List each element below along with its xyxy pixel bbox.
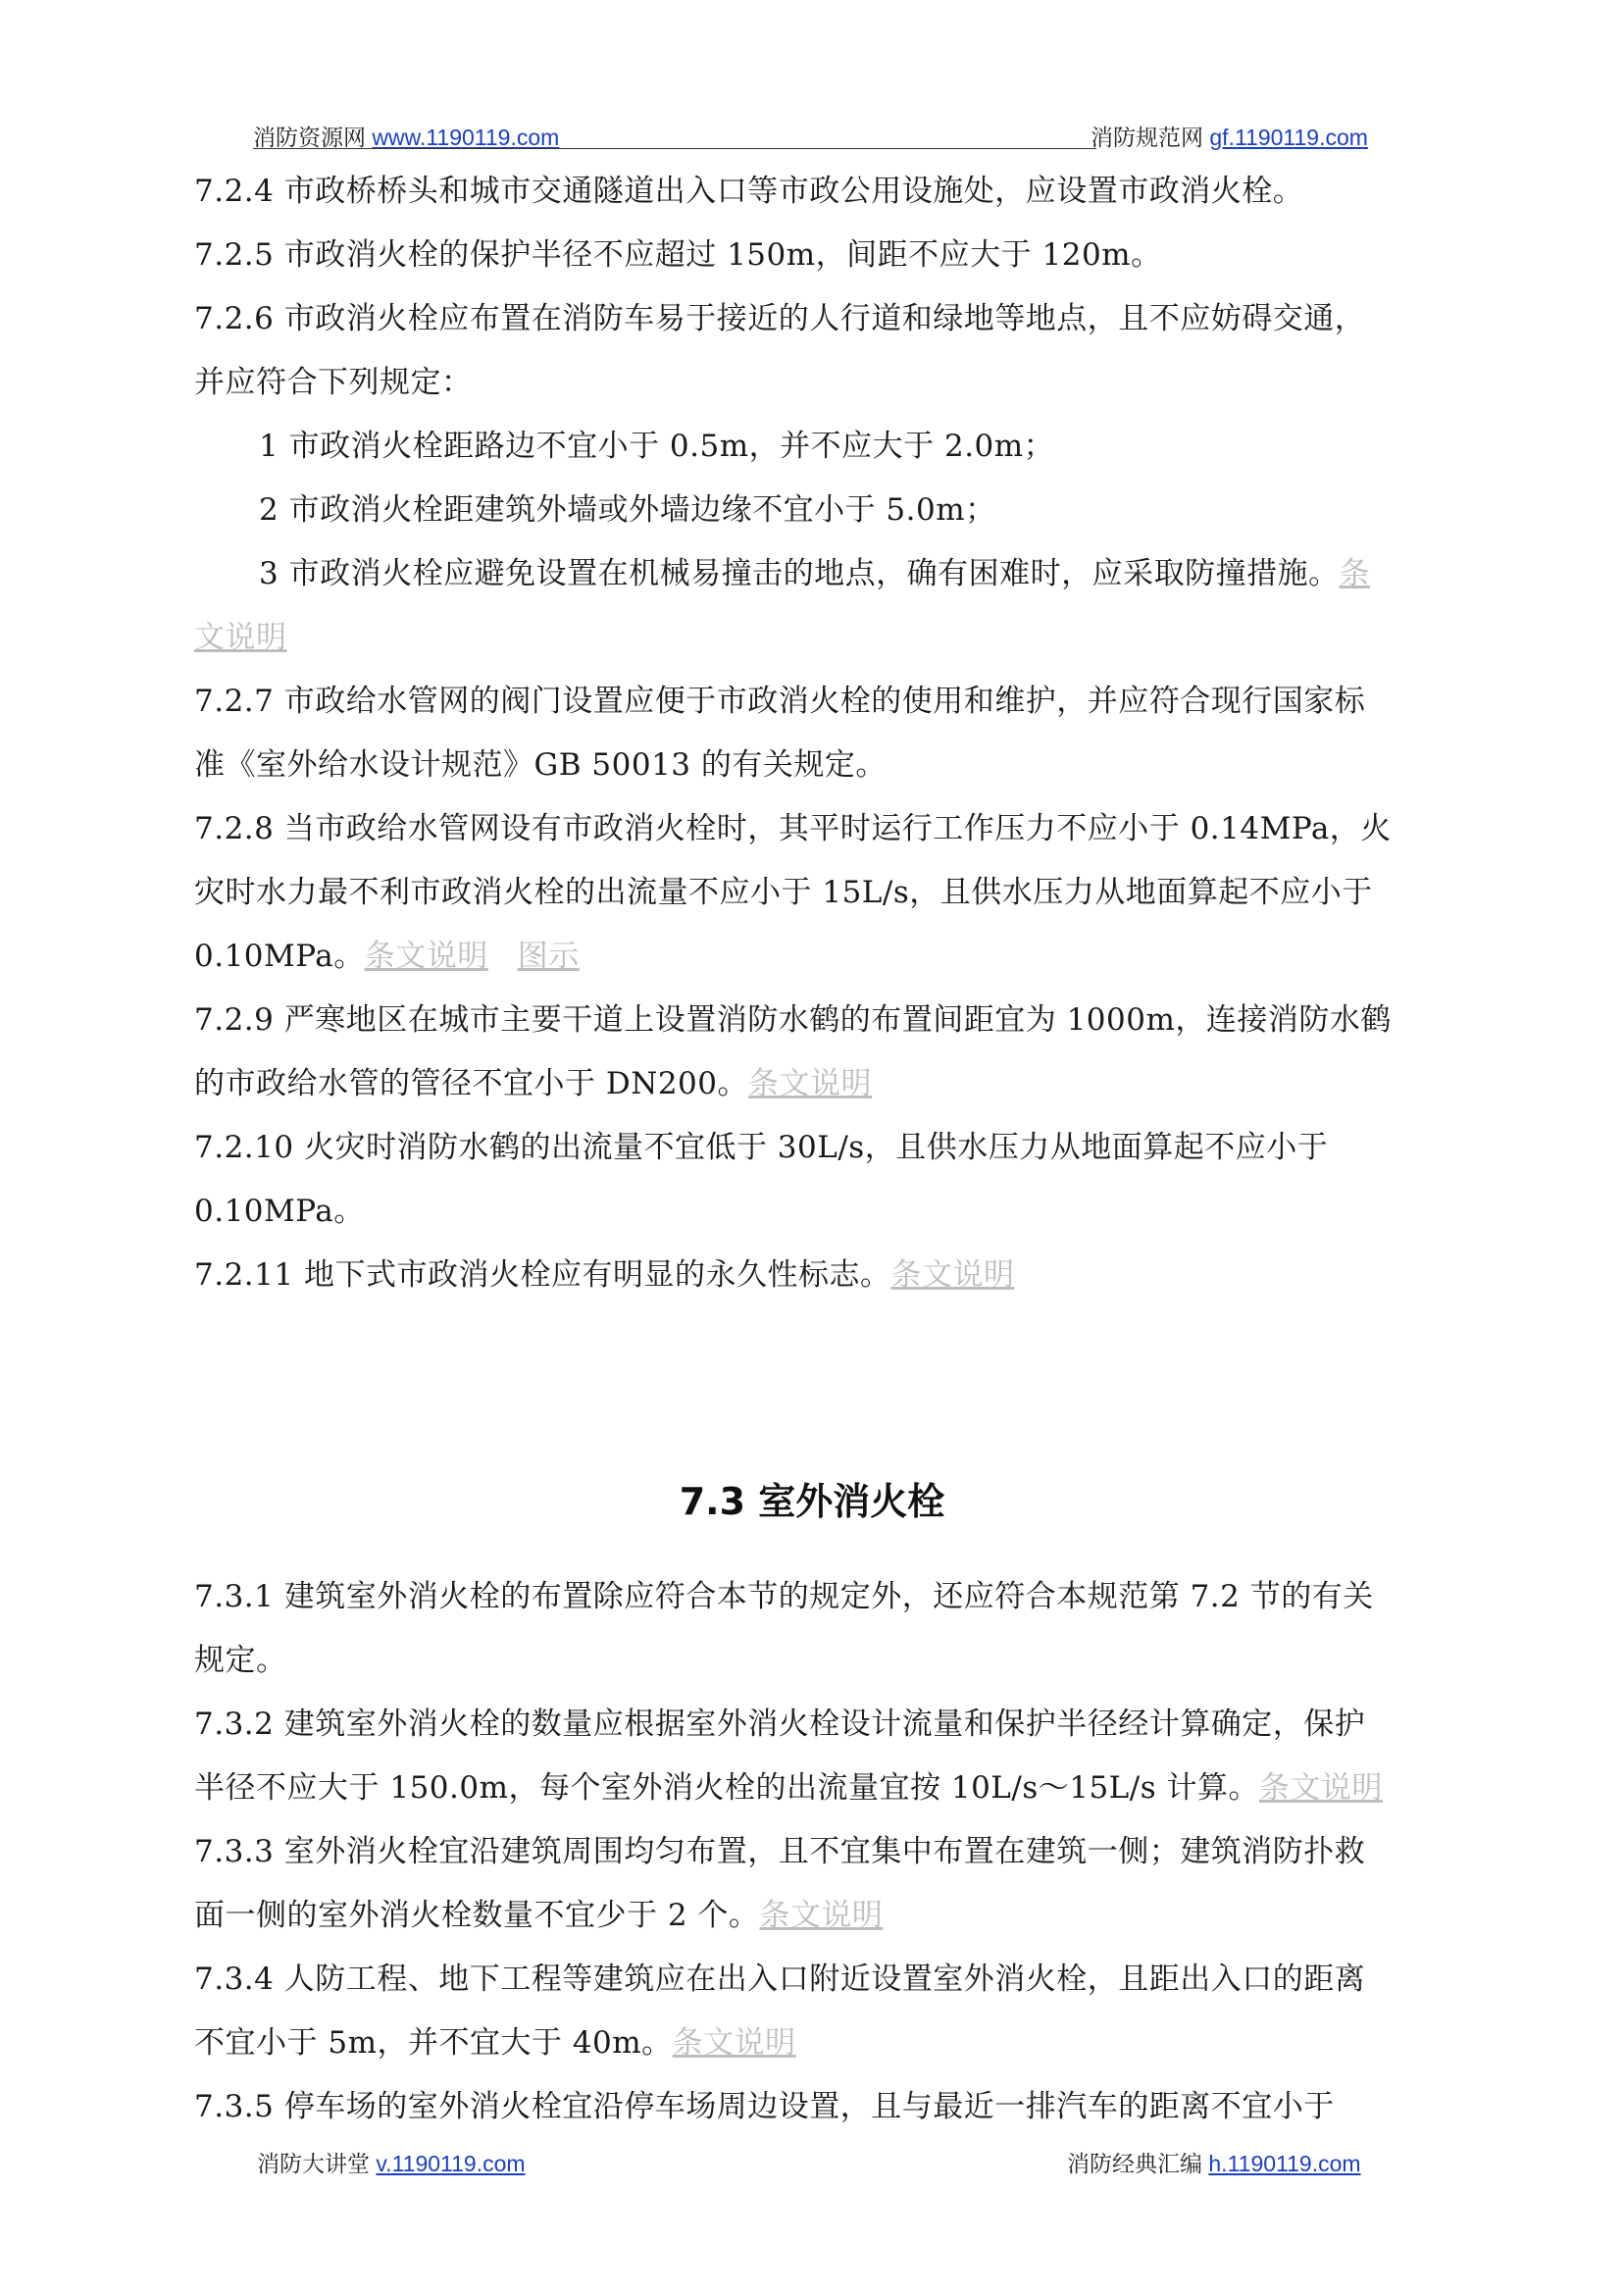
header-right-link[interactable]: gf.1190119.com <box>1209 125 1368 150</box>
clause-7-3-1-line1: 7.3.1 建筑室外消火栓的布置除应符合本节的规定外，还应符合本规范第 7.2 节的有关 <box>194 1579 1374 1614</box>
clause-7-2-6-explanation-line <box>194 606 1449 670</box>
clause-7-3-5-line1: 7.3.5 停车场的室外消火栓宜沿停车场周边设置，且与最近一排汽车的距离不宜小于 <box>194 2089 1335 2124</box>
footer-right-link[interactable]: h.1190119.com <box>1208 2151 1361 2176</box>
footer-left-label: 消防大讲堂 <box>257 2151 370 2176</box>
clause-7-2-8-line3-text: 0.10MPa。 <box>194 939 365 974</box>
clause-7-3-3-line1: 7.3.3 室外消火栓宜沿建筑周围均匀布置，且不宜集中布置在建筑一侧；建筑消防扑救 <box>194 1834 1366 1869</box>
clause-7-2-7-line2: 准《室外给水设计规范》GB 50013 的有关规定。 <box>194 747 887 783</box>
footer-left <box>257 2146 526 2178</box>
clause-7-2-9-line1: 7.2.9 严寒地区在城市主要干道上设置消防水鹤的布置间距宜为 1000m，连接消防水鹤 <box>194 1002 1392 1038</box>
clause-7-3-4-line1: 7.3.4 人防工程、地下工程等建筑应在出入口附近设置室外消火栓，且距出入口的距离 <box>194 1962 1366 1997</box>
header-left-label: 消防资源网 <box>253 125 366 150</box>
clause-7-2-6-item3 <box>194 542 1449 606</box>
clause-7-2-10-line2: 0.10MPa。 <box>194 1194 365 1229</box>
header-divider <box>253 148 1096 149</box>
clause-7-2-11 <box>194 1244 1449 1307</box>
clause-7-3-2-line2 <box>194 1757 1449 1820</box>
clause-7-2-6-item3-text: 3 市政消火栓应避免设置在机械易撞击的地点，确有困难时，应采取防撞措施。 <box>259 556 1340 591</box>
footer-right <box>1067 2146 1361 2178</box>
clause-7-2-4: 7.2.4 市政桥桥头和城市交通隧道出入口等市政公用设施处，应设置市政消火栓。 <box>194 174 1304 209</box>
clause-7-3-2-explanation-link[interactable]: 条文说明 <box>1258 1770 1383 1806</box>
footer-right-label: 消防经典汇编 <box>1067 2151 1202 2176</box>
section-7-3-title: 7.3 室外消火栓 <box>679 1480 945 1523</box>
clause-7-2-6-explanation-link-start[interactable]: 条 <box>1339 556 1371 591</box>
clause-7-3-2-line1: 7.3.2 建筑室外消火栓的数量应根据室外消火栓设计流量和保护半径经计算确定，保护 <box>194 1707 1366 1742</box>
header-right <box>1091 120 1368 152</box>
clause-7-2-8-figure-link[interactable]: 图示 <box>517 939 580 974</box>
clause-7-2-6-line1: 7.2.6 市政消火栓应布置在消防车易于接近的人行道和绿地等地点，且不应妨碍交通， <box>194 301 1366 336</box>
clause-7-2-9-line2-text: 的市政给水管的管径不宜小于 DN200。 <box>194 1066 749 1101</box>
clause-7-2-6-item1: 1 市政消火栓距路边不宜小于 0.5m，并不应大于 2.0m； <box>259 429 1055 464</box>
clause-7-3-3-line2-text: 面一侧的室外消火栓数量不宜少于 2 个。 <box>194 1898 760 1933</box>
clause-7-2-9-line2 <box>194 1052 1449 1116</box>
section-7-2-body <box>194 160 1449 1307</box>
clause-7-2-6-explanation-link[interactable]: 文说明 <box>194 620 287 655</box>
clause-7-2-6-line2: 并应符合下列规定： <box>194 365 473 400</box>
clause-7-2-10-line1: 7.2.10 火灾时消防水鹤的出流量不宜低于 30L/s，且供水压力从地面算起不应小于 <box>194 1130 1329 1165</box>
clause-7-3-3-line2 <box>194 1884 1449 1948</box>
clause-7-2-9-explanation-link[interactable]: 条文说明 <box>748 1066 873 1101</box>
clause-7-2-5: 7.2.5 市政消火栓的保护半径不应超过 150m，间距不应大于 120m。 <box>194 237 1162 273</box>
clause-7-2-8-line3 <box>194 925 1449 989</box>
clause-7-2-7-line1: 7.2.7 市政给水管网的阀门设置应便于市政消火栓的使用和维护，并应符合现行国家标 <box>194 684 1366 719</box>
clause-7-2-8-line1: 7.2.8 当市政给水管网设有市政消火栓时，其平时运行工作压力不应小于 0.14MPa，火 <box>194 811 1392 846</box>
clause-7-3-3-explanation-link[interactable]: 条文说明 <box>759 1898 884 1933</box>
clause-7-2-6-item2: 2 市政消火栓距建筑外墙或外墙边缘不宜小于 5.0m； <box>259 492 996 528</box>
clause-7-2-11-explanation-link[interactable]: 条文说明 <box>890 1257 1015 1293</box>
clause-7-2-8-explanation-link[interactable]: 条文说明 <box>364 939 488 974</box>
clause-7-3-1-line2: 规定。 <box>194 1643 287 1678</box>
section-7-3-body <box>194 1565 1449 2139</box>
header-right-label: 消防规范网 <box>1091 125 1203 150</box>
clause-7-3-2-line2-text: 半径不应大于 150.0m，每个室外消火栓的出流量宜按 10L/s～15L/s 计算。 <box>194 1770 1259 1806</box>
clause-7-3-4-line2 <box>194 2012 1449 2075</box>
header-left-link[interactable]: www.1190119.com <box>372 125 560 150</box>
clause-7-3-4-line2-text: 不宜小于 5m，并不宜大于 40m。 <box>194 2025 673 2061</box>
clause-7-3-4-explanation-link[interactable]: 条文说明 <box>672 2025 796 2061</box>
clause-7-2-8-line2: 灾时水力最不利市政消火栓的出流量不应小于 15L/s，且供水压力从地面算起不应小于 <box>194 875 1373 910</box>
clause-7-2-11-text: 7.2.11 地下式市政消火栓应有明显的永久性标志。 <box>194 1257 891 1293</box>
footer-left-link[interactable]: v.1190119.com <box>376 2151 526 2176</box>
